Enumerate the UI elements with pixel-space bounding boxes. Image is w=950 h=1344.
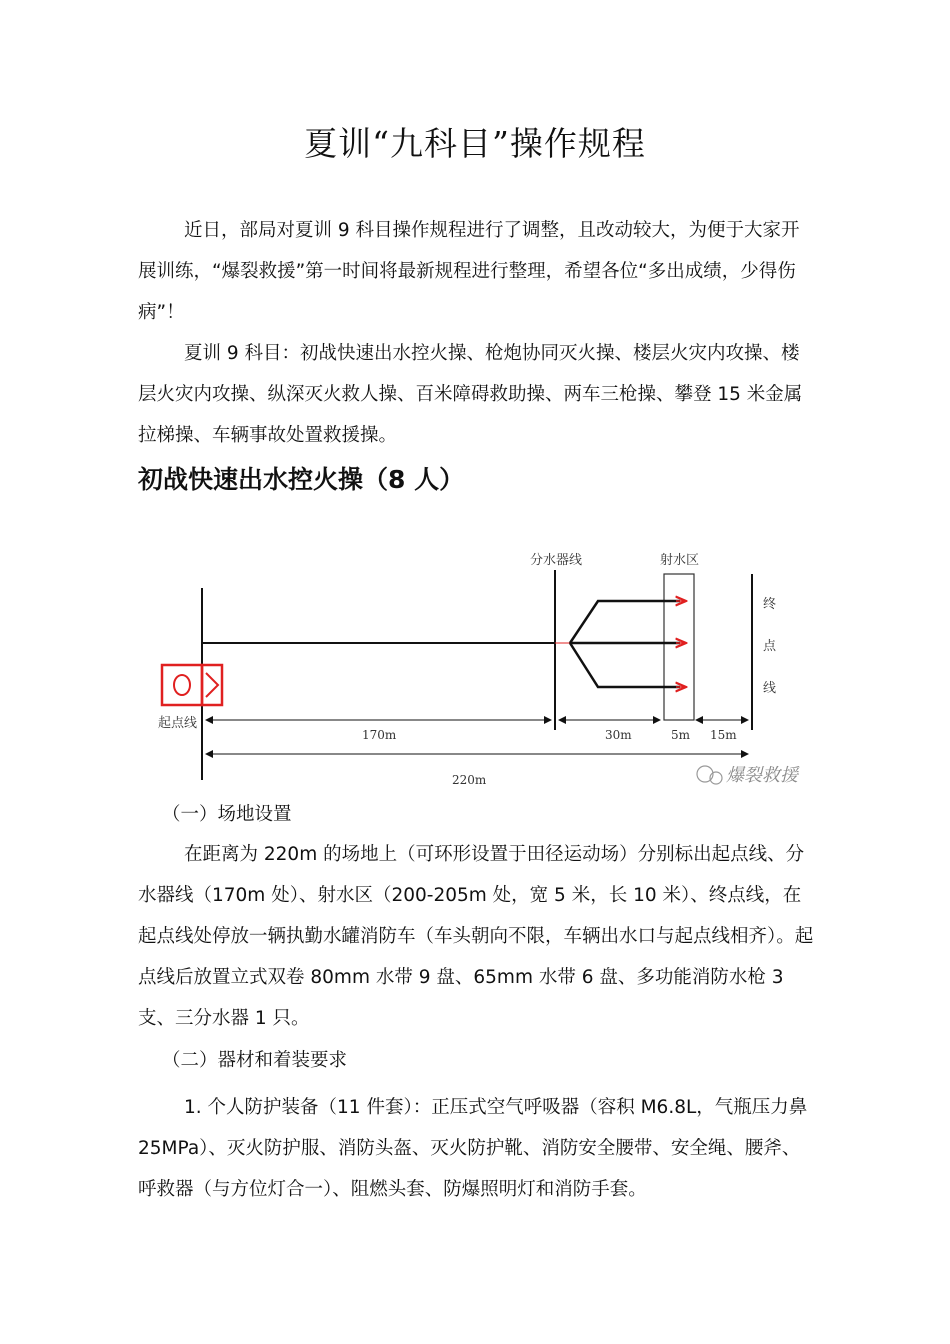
fire-truck-wheel (174, 675, 190, 695)
subsection-site: （一）场地设置 (162, 804, 292, 825)
site-paragraph: 在距离为 220m 的场地上（可环形设置于田径运动场）分别标出起点线、分水器线（170m 处）、射水区（200-205m 处，宽 5 米，长 10 米）、终点线，在起点线处停放一辆执勤水罐消防车（车头朝向不限，车辆出水口与起点线相齐）。起点线后放置立式双卷 80mm 水带 9 盘、65mm 水带 6 盘、多功能消防水枪 3 支、三分水器 1 只。 (138, 844, 814, 1029)
dim-30: 30m (605, 728, 632, 742)
dim-15: 15m (710, 728, 737, 742)
label-zone: 射水区 (660, 553, 700, 568)
dim-220: 220m (452, 773, 487, 787)
spray-zone (664, 574, 694, 720)
svg-text:爆裂救援: 爆裂救援 (726, 765, 798, 786)
page-title: 夏训“九科目”操作规程 (304, 124, 646, 163)
dim-5: 5m (671, 728, 691, 742)
label-finish-3: 线 (763, 681, 777, 696)
subsection-equipment: （二）器材和着装要求 (162, 1050, 348, 1071)
subjects-paragraph: 夏训 9 科目：初战快速出水控火操、枪炮协同灭火操、楼层火灾内攻操、楼层火灾内攻操、纵深灭火救人操、百米障碍救助操、两车三枪操、攀登 15 米金属拉梯操、车辆事故处置救援操。 (138, 343, 803, 446)
site-layout-diagram (150, 540, 810, 800)
equipment-paragraph: 1. 个人防护装备（11 件套）：正压式空气呼吸器（容积 M6.8L，气瓶压力鼻 25MPa）、灭火防护服、消防头盔、灭火防护靴、消防安全腰带、安全绳、腰斧、呼救器（与方位灯合一）、阻燃头套、防爆照明灯和消防手套。 (138, 1097, 808, 1200)
fire-truck-body (162, 665, 202, 705)
label-divider: 分水器线 (530, 553, 583, 568)
label-finish-1: 终 (763, 597, 777, 612)
section-heading: 初战快速出水控火操（8 人） (138, 465, 465, 494)
dim-170: 170m (362, 728, 397, 742)
label-finish-2: 点 (763, 639, 777, 654)
intro-paragraph: 近日，部局对夏训 9 科目操作规程进行了调整，且改动较大，为便于大家开展训练，“爆裂救援”第一时间将最新规程进行整理，希望各位“多出成绩，少得伤病”！ (138, 220, 800, 323)
label-start: 起点线 (158, 716, 198, 731)
watermark (697, 765, 800, 786)
